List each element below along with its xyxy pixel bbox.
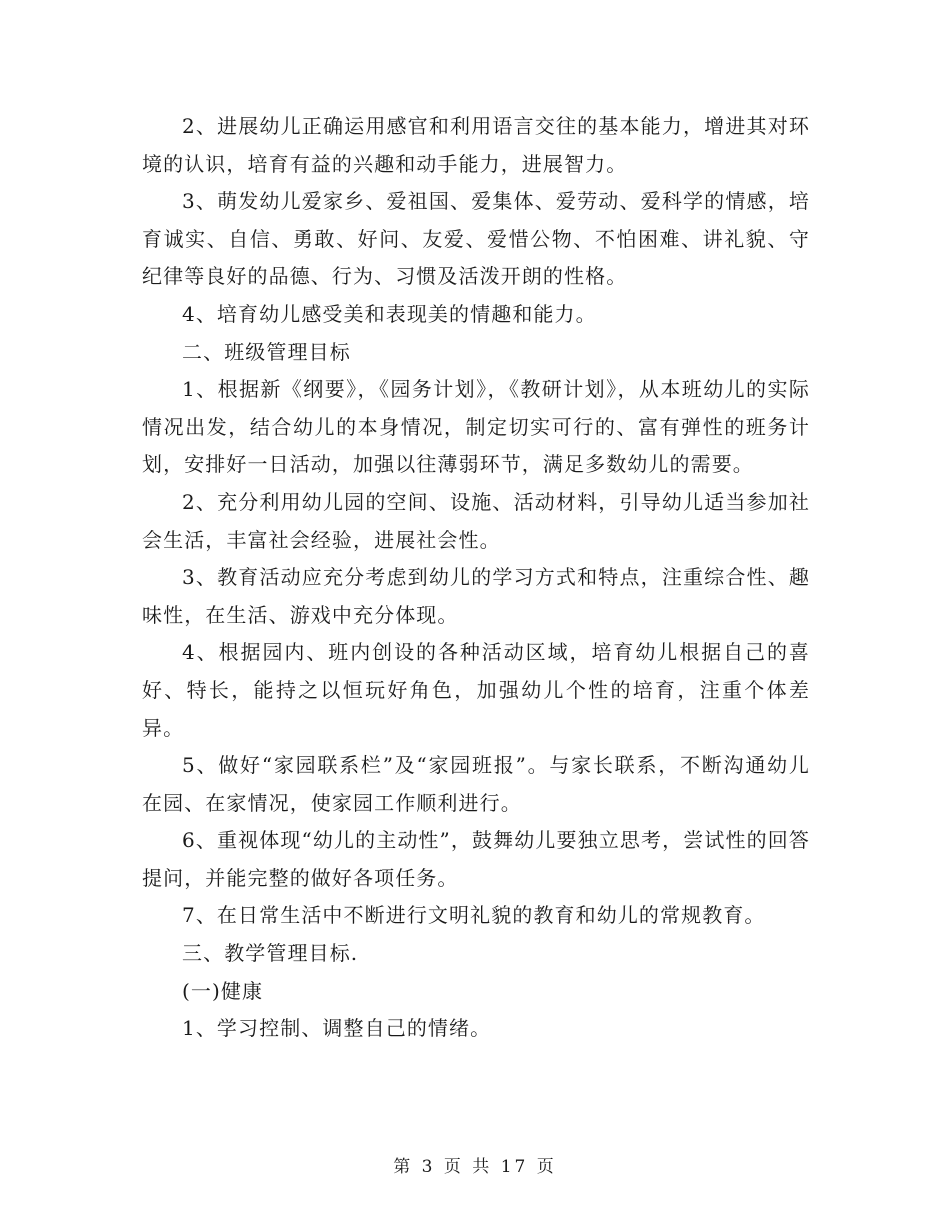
page-number-footer: 第 3 页 共 17 页 [393, 1157, 557, 1177]
paragraph: 2、进展幼儿正确运用感官和利用语言交往的基本能力，增进其对环境的认识，培育有益的兴趣和动手能力，进展智力。 [142, 114, 810, 176]
section-heading: 三、教学管理目标. [182, 941, 359, 966]
subsection-heading: (一)健康 [182, 978, 264, 1003]
section-heading: 二、班级管理目标 [182, 339, 351, 364]
paragraph: 4、培育幼儿感受美和表现美的情趣和能力。 [182, 301, 597, 326]
paragraph: 6、重视体现“幼儿的主动性”，鼓舞幼儿要独立思考，尝试性的回答提问，并能完整的做好各项任务。 [142, 828, 810, 890]
paragraph: 1、学习控制、调整自己的情绪。 [182, 1016, 492, 1041]
paragraph: 7、在日常生活中不断进行文明礼貌的教育和幼儿的常规教育。 [182, 903, 766, 928]
paragraph: 3、教育活动应充分考虑到幼儿的学习方式和特点，注重综合性、趣味性，在生活、游戏中充分体现。 [142, 565, 810, 627]
paragraph: 3、萌发幼儿爱家乡、爱祖国、爱集体、爱劳动、爱科学的情感，培育诚实、自信、勇敢、好问、友爱、爱惜公物、不怕困难、讲礼貌、守纪律等良好的品德、行为、习惯及活泼开朗的性格。 [142, 189, 810, 289]
paragraph: 1、根据新《纲要》，《园务计划》，《教研计划》，从本班幼儿的实际情况出发，结合幼儿的本身情况，制定切实可行的、富有弹性的班务计划，安排好一日活动，加强以往薄弱环节，满足多数幼儿的需要。 [142, 377, 810, 477]
document-body [142, 108, 810, 1048]
paragraph: 2、充分利用幼儿园的空间、设施、活动材料，引导幼儿适当参加社会生活，丰富社会经验，进展社会性。 [142, 489, 810, 552]
paragraph: 5、做好“家园联系栏”及“家园班报”。与家长联系，不断沟通幼儿在园、在家情况，使家园工作顺利进行。 [142, 753, 810, 815]
paragraph: 4、根据园内、班内创设的各种活动区域，培育幼儿根据自己的喜好、特长，能持之以恒玩好角色，加强幼儿个性的培育，注重个体差异。 [142, 640, 810, 740]
